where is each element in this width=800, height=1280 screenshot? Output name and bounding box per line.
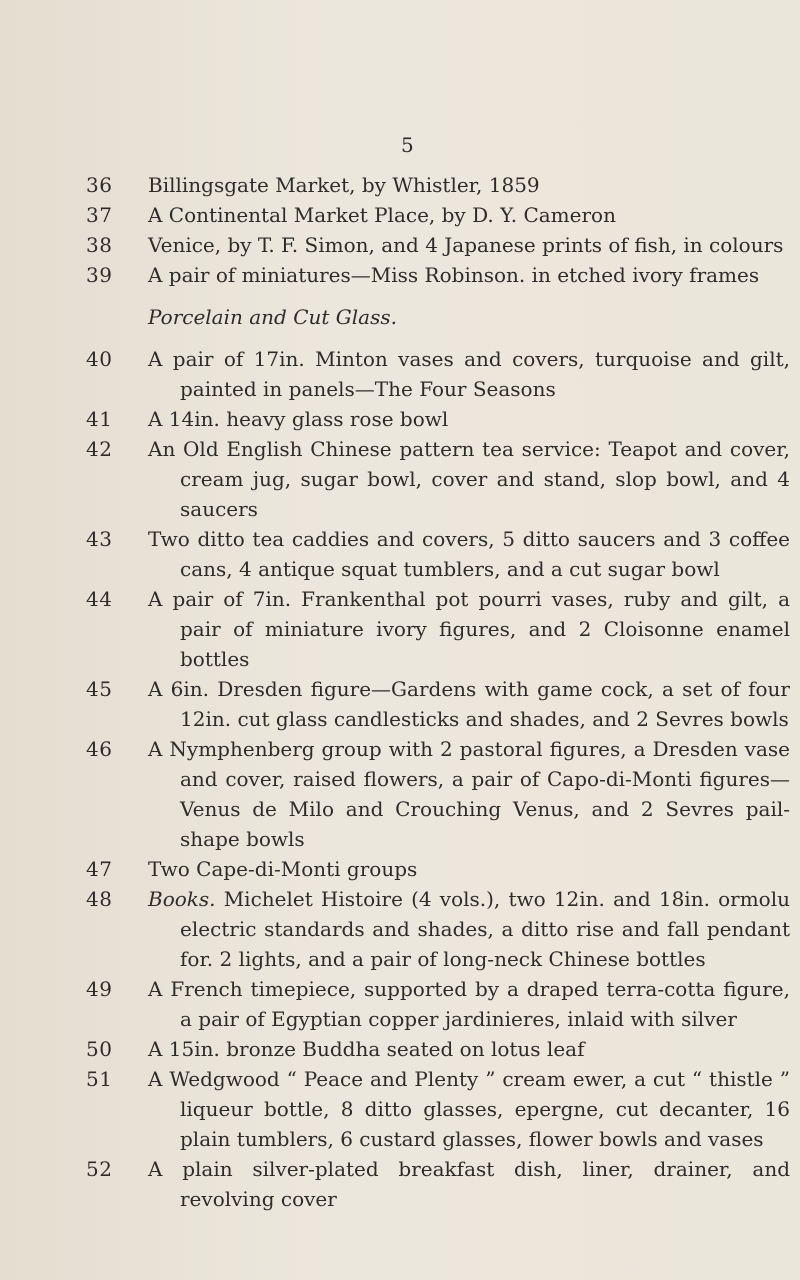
lot-number: 45: [86, 677, 113, 701]
lot-number: 52: [86, 1157, 113, 1181]
lot-number: 36: [86, 173, 113, 197]
lot-description: Venice, by T. F. Simon, and 4 Japanese prints of fish, in colours: [148, 233, 784, 257]
lot-description: Billingsgate Market, by Whistler, 1859: [148, 173, 540, 197]
lot-description: A pair of miniatures—Miss Robinson. in etched ivory frames: [148, 263, 760, 287]
page-number: 5: [401, 133, 414, 157]
lot-number: 41: [86, 407, 113, 431]
lot-description: A 14in. heavy glass rose bowl: [148, 407, 449, 431]
lot-number: 46: [86, 737, 113, 761]
lot-description-text: Michelet Histoire (4 vols.), two 12in. and 18in. ormolu electric standards and shades, a ditto rise and fall pendant for. 2 lights, and a pair of long-neck Chinese bottles: [180, 887, 790, 971]
lot-description: A pair of 7in. Frankenthal pot pourri vases, ruby and gilt, a pair of miniature ivory figures, and 2 Cloisonne enamel bottles: [148, 587, 790, 671]
lot-description: A plain silver-plated breakfast dish, liner, drainer, and revolving cover: [148, 1157, 790, 1211]
lot-number: 47: [86, 857, 113, 881]
lot-number: 51: [86, 1067, 113, 1091]
lot-description: A Nymphenberg group with 2 pastoral figures, a Dresden vase and cover, raised flowers, a pair of Capo-di-Monti figures—Venus de Milo and Crouching Venus, and 2 Sevres pail-shape bowls: [148, 737, 790, 851]
lot-description: A Continental Market Place, by D. Y. Cameron: [148, 203, 616, 227]
lot-number: 39: [86, 263, 113, 287]
lot-description: A 6in. Dresden figure—Gardens with game cock, a set of four 12in. cut glass candlesticks and shades, and 2 Sevres bowls: [148, 677, 790, 731]
lot-description: An Old English Chinese pattern tea service: Teapot and cover, cream jug, sugar bowl, cover and stand, slop bowl, and 4 saucers: [148, 437, 790, 521]
lot-number: 37: [86, 203, 113, 227]
lot-number: 50: [86, 1037, 113, 1061]
lot-number: 38: [86, 233, 113, 257]
lot-category: Books.: [148, 887, 216, 911]
lot-description: Two Cape-di-Monti groups: [148, 857, 418, 881]
lot-description: [148, 884, 790, 974]
lot-description: A pair of 17in. Minton vases and covers, turquoise and gilt, painted in panels—The Four Seasons: [148, 347, 790, 401]
lot-number: 48: [86, 887, 113, 911]
lot-description: A Wedgwood “ Peace and Plenty ” cream ewer, a cut “ thistle ” liqueur bottle, 8 ditto glasses, epergne, cut decanter, 16 plain tumblers, 6 custard glasses, flower bowls and vases: [148, 1067, 790, 1151]
lot-number: 43: [86, 527, 113, 551]
section-heading: Porcelain and Cut Glass.: [148, 305, 397, 329]
lot-number: 49: [86, 977, 113, 1001]
lot-number: 40: [86, 347, 113, 371]
lot-description: A 15in. bronze Buddha seated on lotus leaf: [148, 1037, 585, 1061]
lot-description: Two ditto tea caddies and covers, 5 ditto saucers and 3 coffee cans, 4 antique squat tumblers, and a cut sugar bowl: [148, 527, 790, 581]
lot-number: 44: [86, 587, 113, 611]
lot-number: 42: [86, 437, 113, 461]
lot-description: A French timepiece, supported by a draped terra-cotta figure, a pair of Egyptian copper jardinieres, inlaid with silver: [148, 977, 790, 1031]
